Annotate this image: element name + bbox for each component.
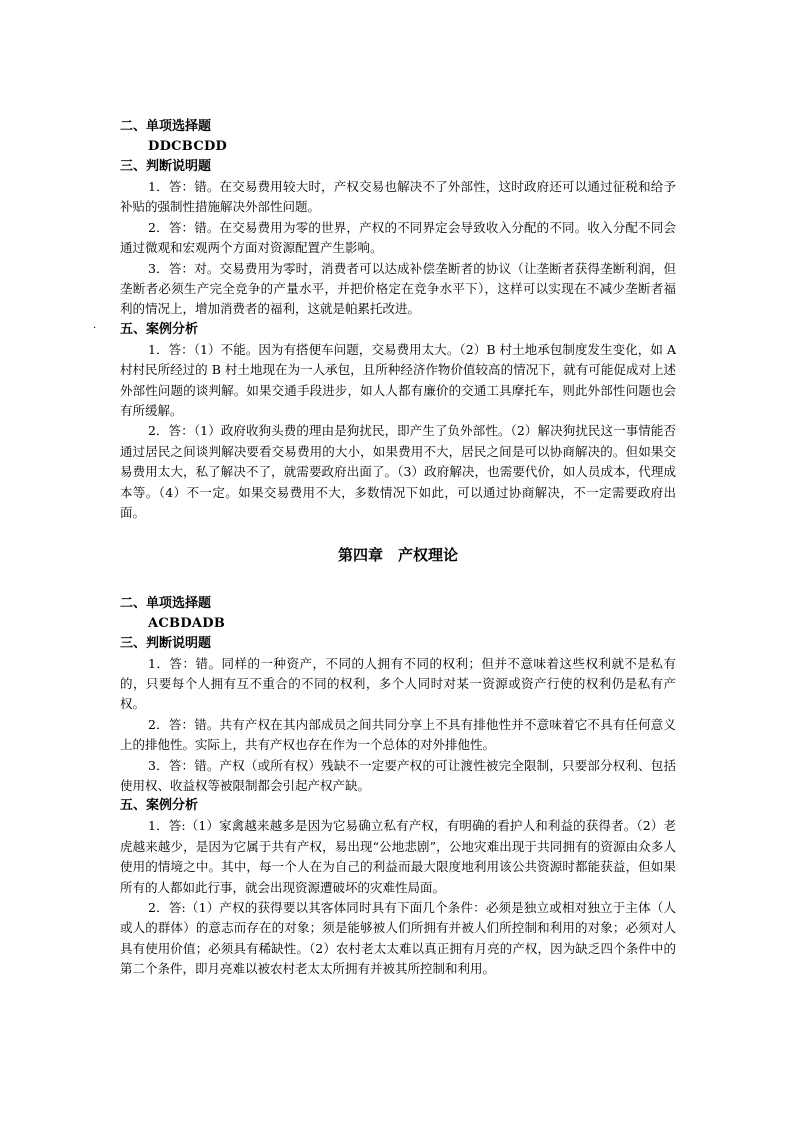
chapter-title: 第四章 产权理论 xyxy=(337,545,458,564)
list-bullet: · xyxy=(93,323,97,334)
judge-answer-1: 1．答：错。在交易费用较大时，产权交易也解决不了外部性，这时政府还可以通过征税和给予补贴的强制性措施解决外部性问题。 xyxy=(120,179,676,215)
single-choice-heading: 二、单项选择题 xyxy=(120,595,212,611)
case-answer-2: 2．答:（1）产权的获得要以其客体同时具有下面几个条件：必须是独立或相对独立于主体（人或人的群体）的意志而存在的对象；须是能够被人们所拥有并被人们所控制和利用的对象；必须对人具有使用价值；必须具有稀缺性。（2）农村老太太难以真正拥有月亮的产权，因为缺乏四个条件中的第二个条件，即月亮难以被农村老太太所拥有并被其所控制和利用。 xyxy=(120,899,676,977)
case-heading: 五、案例分析 xyxy=(120,321,199,337)
judge-answer-3: 3．答：对。交易费用为零时，消费者可以达成补偿垄断者的协议（让垄断者获得垄断利润，但垄断者必须生产完全竞争的产量水平，并把价格定在竞争水平下），这样可以实现在不减少垄断者福利的情况上，增加消费者的福利，这就是帕累托改进。 xyxy=(120,260,676,317)
case-answer-2: 2．答：（1）政府收狗头费的理由是狗扰民，即产生了负外部性。（2）解决狗扰民这一事情能否通过居民之间谈判解决要看交易费用的大小，如果费用不大，居民之间是可以协商解决的。但如果交易费用太大，私了解决不了，就需要政府出面了。（3）政府解决，也需要代价，如人员成本，代理成本等。（4）不一定。如果交易费用不大，多数情况下如此，可以通过协商解决，不一定需要政府出面。 xyxy=(120,423,676,521)
judge-answer-3: 3．答：错。产权（或所有权）残缺不一定要产权的可让渡性被完全限制，只要部分权利、包括使用权、收益权等被限制都会引起产权产缺。 xyxy=(120,757,676,793)
chapter-4-answers xyxy=(120,594,676,980)
single-choice-heading: 二、单项选择题 xyxy=(120,119,212,134)
case-answer-1: 1．答:（1）家禽越来越多是因为它易确立私有产权，有明确的看护人和利益的获得者。（2）老虎越来越少，是因为它属于共有产权，易出现“公地悲剧”，公地灾难出现于共同拥有的资源由众多人使用的情境之中。其中，每一个人在为自己的利益而最大限度地利用该公共资源时都能获益，但如果所有的人都如此行事，就会出现资源遭破坏的灾难性局面。 xyxy=(120,818,676,895)
judge-heading: 三、判断说明题 xyxy=(120,635,212,651)
case-heading: 五、案例分析 xyxy=(120,798,199,814)
judge-heading: 三、判断说明题 xyxy=(120,159,212,174)
judge-answer-1: 1．答：错。同样的一种资产，不同的人拥有不同的权利；但并不意味着这些权利就不是私有的，只要每个人拥有互不重合的不同的权利，多个人同时对某一资源或资产行使的权利仍是私有产权。 xyxy=(120,655,676,712)
judge-answer-2: 2．答：错。在交易费用为零的世界，产权的不同界定会导致收入分配的不同。收入分配不同会通过微观和宏观两个方面对资源配置产生影响。 xyxy=(120,219,676,256)
single-choice-answer: DDCBCDD xyxy=(148,139,228,154)
judge-answer-2: 2．答：错。共有产权在其内部成员之间共同分享上不具有排他性并不意味着它不具有任何意义上的排他性。实际上，共有产权也存在作为一个总体的对外排他性。 xyxy=(120,716,676,753)
case-answer-1: 1．答：（1）不能。因为有搭便车问题，交易费用太大。（2）B 村土地承包制度发生变化，如 A 村村民所经过的 B 村土地现在为一人承包，且所种经济作物价值较高的情况下，就有可能促成对上述外部性问题的谈判解。如果交通手段进步，如人人都有廉价的交通工具摩托车，则此外部性问题也会有所缓解。 xyxy=(120,341,676,419)
document-body xyxy=(120,117,676,980)
chapter-3-answers xyxy=(120,117,676,524)
single-choice-answer: ACBDADB xyxy=(148,615,226,631)
